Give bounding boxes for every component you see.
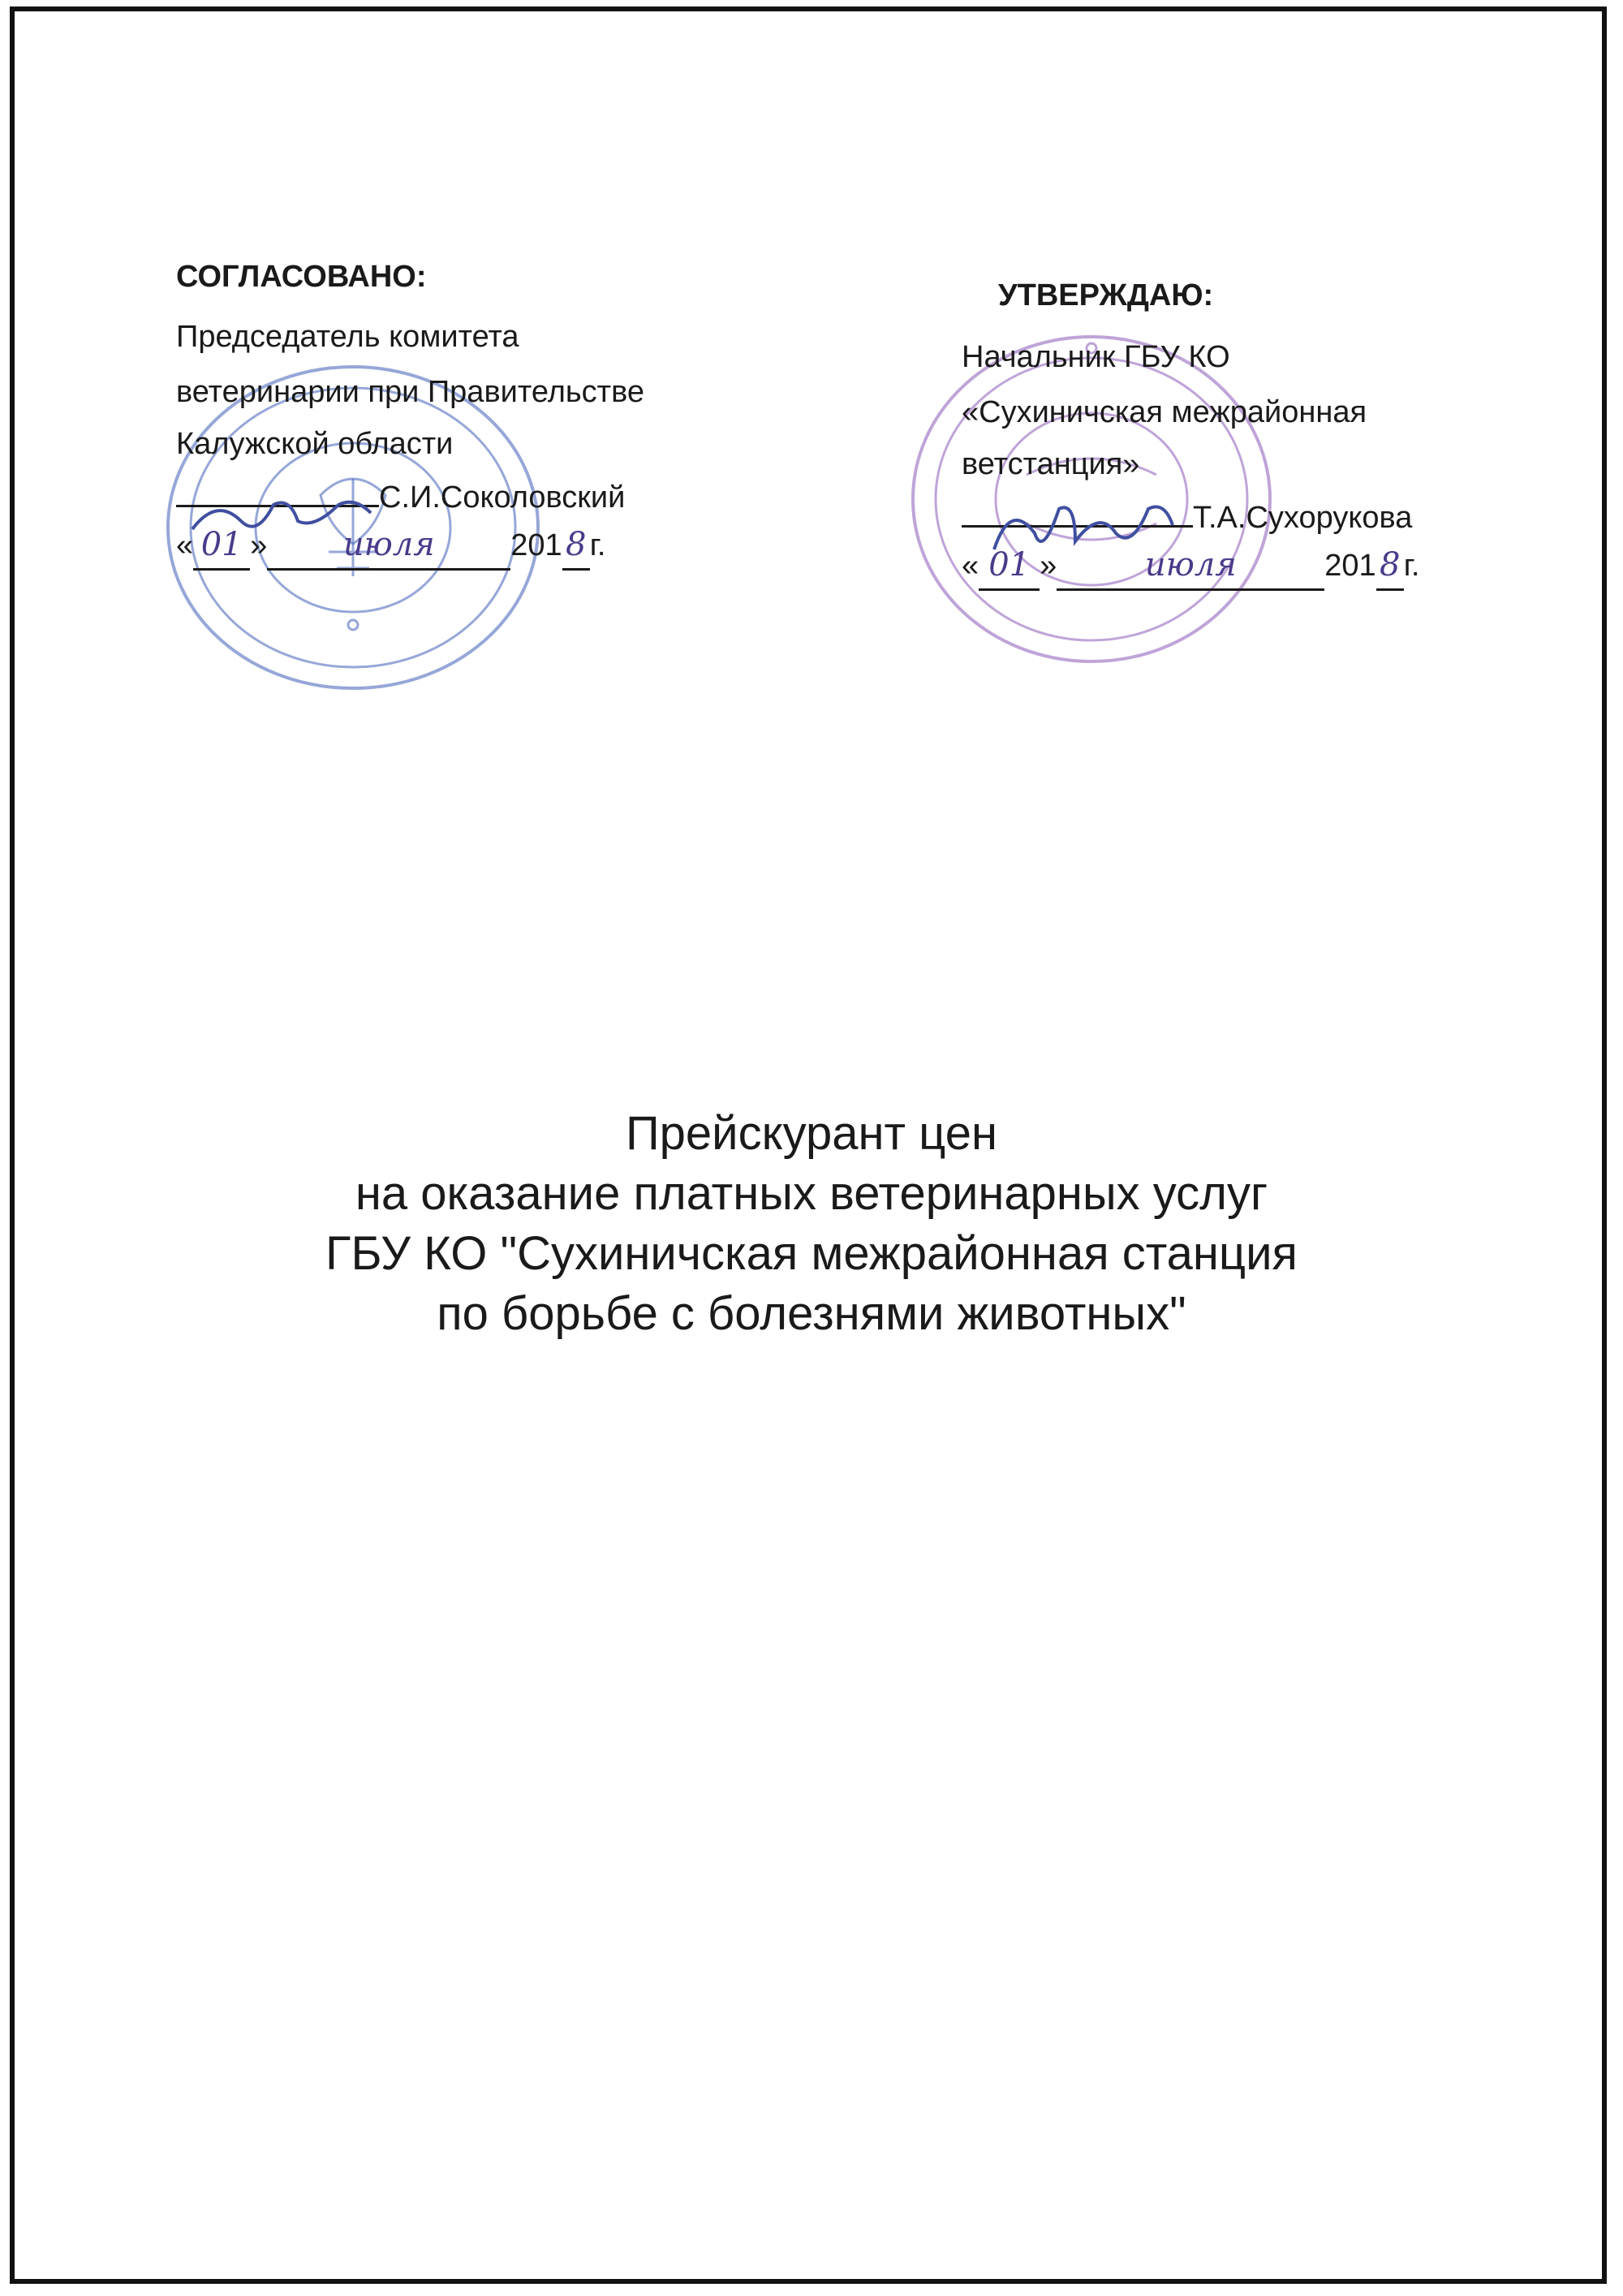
right-signature-line	[962, 494, 1419, 541]
title-line-3: ГБУ КО "Сухиничская межрайонная станция	[325, 1227, 1298, 1280]
left-date-open-quote: «	[176, 528, 194, 562]
title-line-1: Прейскурант цен	[625, 1107, 998, 1160]
approval-block-left	[176, 253, 644, 571]
right-date-close-quote: »	[1040, 549, 1057, 583]
right-date-month: июля	[1057, 541, 1324, 591]
right-signer-name: Т.А.Сухорукова	[1193, 501, 1413, 535]
right-signature-blank	[962, 525, 1193, 528]
right-date-open-quote: «	[962, 549, 979, 583]
left-date-close-quote: »	[250, 528, 268, 562]
approval-block-right	[962, 272, 1419, 591]
left-signature-blank	[176, 505, 379, 507]
right-position-line-1: Начальник ГБУ КО	[962, 340, 1230, 374]
left-date-day: 01	[193, 521, 250, 571]
right-date-suffix: г.	[1403, 549, 1420, 583]
right-heading: УТВЕРЖДАЮ:	[998, 278, 1214, 312]
title-line-4: по борьбе с болезнями животных"	[437, 1287, 1186, 1340]
left-position-line-1: Председатель комитета	[176, 320, 519, 354]
document-title	[0, 1104, 1623, 1344]
right-date-year-digit: 8	[1376, 541, 1404, 591]
left-signer-name: С.И.Соколовский	[379, 480, 626, 515]
right-date-year-prefix: 201	[1324, 549, 1376, 583]
left-signature-line	[176, 474, 644, 521]
right-date-line	[962, 541, 1419, 591]
left-position-line-2: ветеринарии при Правительстве	[176, 375, 644, 409]
left-date-line	[176, 521, 644, 571]
left-date-year-digit: 8	[562, 521, 590, 571]
left-heading: СОГЛАСОВАНО:	[176, 260, 427, 294]
right-date-day: 01	[979, 541, 1040, 591]
right-position-line-2: «Сухиничская межрайонная	[962, 395, 1367, 429]
left-date-suffix: г.	[589, 528, 606, 562]
title-line-2: на оказание платных ветеринарных услуг	[355, 1167, 1268, 1220]
right-position-line-3: ветстанция»	[962, 447, 1140, 481]
left-position-line-3: Калужской области	[176, 427, 454, 461]
left-date-year-prefix: 201	[510, 528, 562, 562]
left-date-month: июля	[267, 521, 510, 571]
